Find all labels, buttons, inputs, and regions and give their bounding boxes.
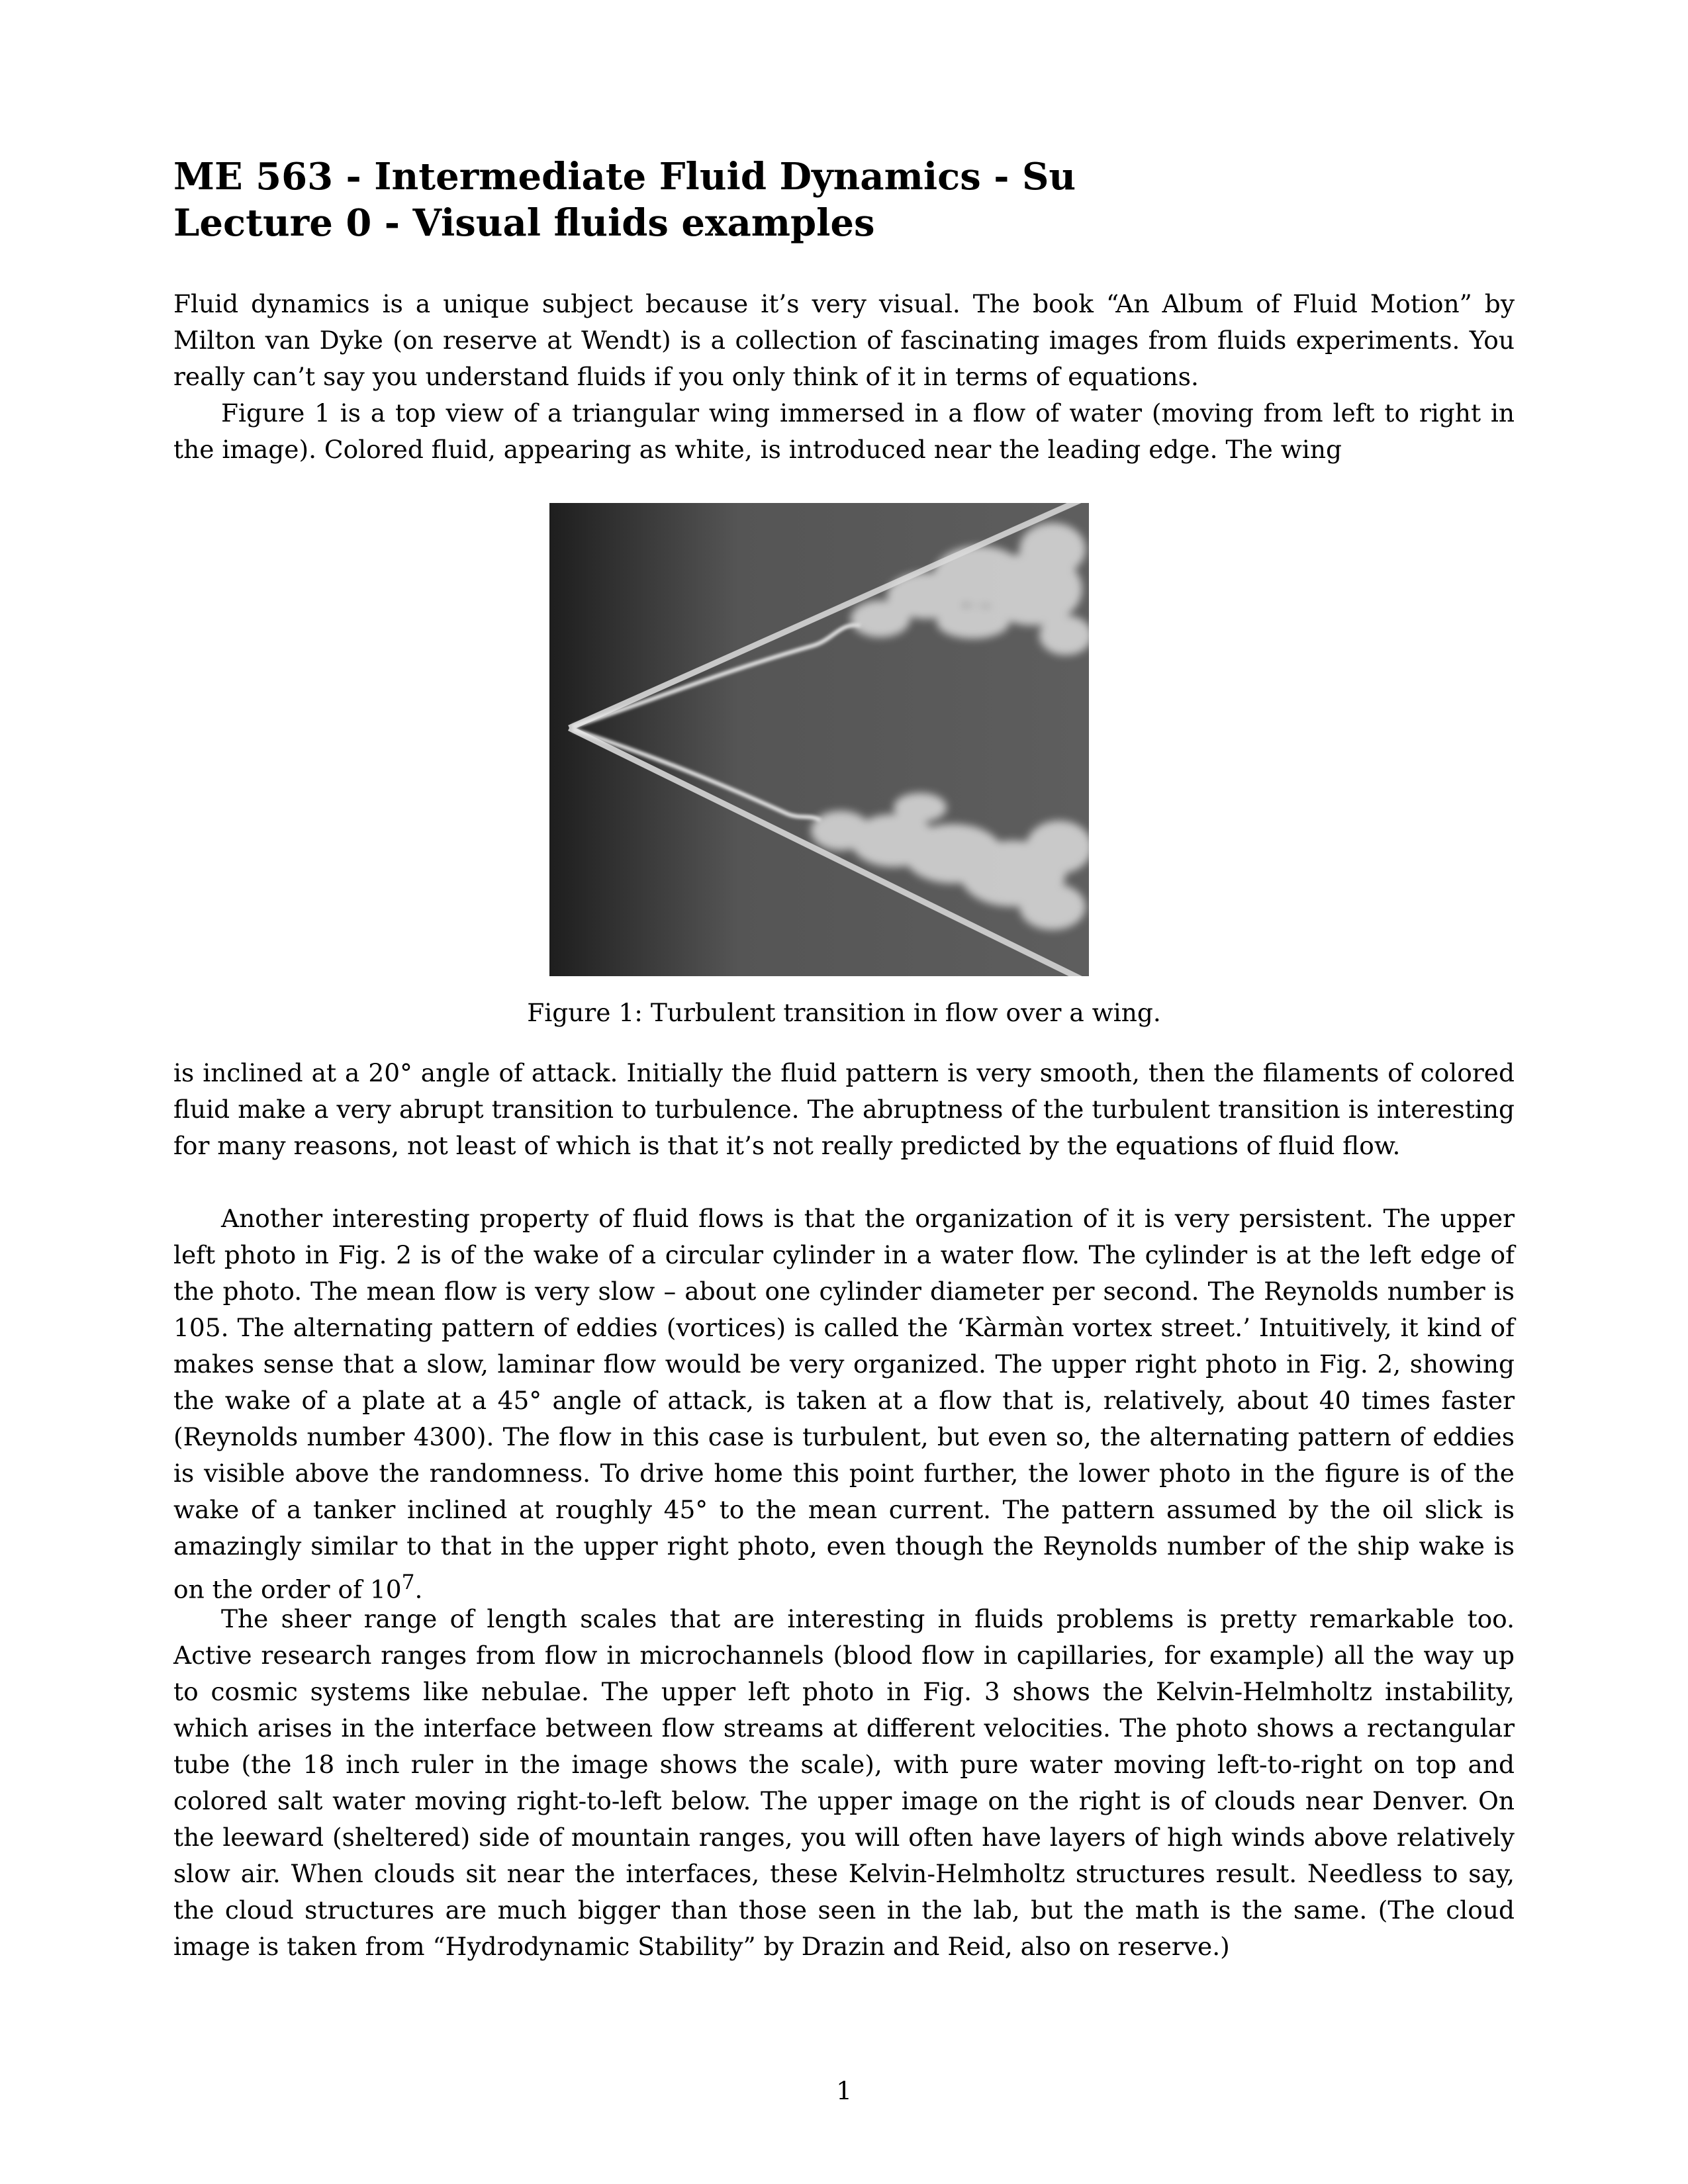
sentence-end: . (414, 1574, 423, 1604)
figure-1-wing-photo (549, 503, 1089, 976)
paragraph-figure1-description: Figure 1 is a top view of a triangular wing immersed in a flow of water (moving from left to right in the image). Colored fluid, appearing as white, is introduced near the leading edge. The wing (173, 398, 1515, 464)
paragraph-transition: is inclined at a 20° angle of attack. Initially the fluid pattern is very smooth, then the filaments of colored fluid make a very abrupt transition to turbulence. The abruptness of the turbulent transition is interesting for many reasons, not least of which is that it’s not really predicted by the equations of fluid flow. (173, 1058, 1515, 1160)
page-number: 1 (836, 2076, 852, 2105)
paragraph-persistence-text: Another interesting property of fluid flows is that the organization of it is very persistent. The upper left photo in Fig. 2 is of the wake of a circular cylinder in a water flow. The cylinder is at the left edge of the photo. The mean flow is very slow – about one cylinder diameter per second. The Reynolds number is 105. The alternating pattern of eddies (vortices) is called the ‘Kàrmàn vortex street.’ Intuitively, it kind of makes sense that a slow, laminar flow would be very organized. The upper right photo in Fig. 2, showing the wake of a plate at a 45° angle of attack, is taken at a flow that is, relatively, about 40 times faster (Reynolds number 4300). The flow in this case is turbulent, but even so, the alternating pattern of eddies is visible above the randomness. To drive home this point further, the lower photo in the figure is of the wake of a tanker inclined at roughly 45° to the mean current. The pattern assumed by the oil slick is amazingly similar to that in the upper right photo, even though the Reynolds number of the ship wake is on the order of 10 (173, 1204, 1515, 1604)
paragraph-length-scales: The sheer range of length scales that are interesting in fluids problems is pretty remarkable too. Active research ranges from flow in microchannels (blood flow in capillaries, for example) all the way up to cosmic systems like nebulae. The upper left photo in Fig. 3 shows the Kelvin-Helmholtz instability, which arises in the interface between flow streams at different velocities. The photo shows a rectangular tube (the 18 inch ruler in the image shows the scale), with pure water moving left-to-right on top and colored salt water moving right-to-left below. The upper image on the right is of clouds near Denver. On the leeward (sheltered) side of mountain ranges, you will often have layers of high winds above relatively slow air. When clouds sit near the interfaces, these Kelvin-Helmholtz structures result. Needless to say, the cloud structures are much bigger than those seen in the lab, but the math is the same. (The cloud image is taken from “Hydrodynamic Stability” by Drazin and Reid, also on reserve.) (173, 1604, 1515, 1961)
lecture-subtitle: Lecture 0 - Visual fluids examples (173, 201, 875, 245)
paragraph-intro: Fluid dynamics is a unique subject because it’s very visual. The book “An Album of Fluid Motion” by Milton van Dyke (on reserve at Wendt) is a collection of fascinating images from fluids experiments. You really can’t say you understand fluids if you only think of it in terms of equations. (173, 289, 1515, 391)
wing-flow-illustration (549, 503, 1089, 976)
figure-1-caption: Figure 1: Turbulent transition in flow over a wing. (527, 998, 1161, 1027)
lecture-title (173, 154, 1524, 246)
paragraph-persistence (173, 1201, 1515, 1608)
exponent: 7 (401, 1570, 415, 1594)
course-title: ME 563 - Intermediate Fluid Dynamics - Su (173, 155, 1076, 199)
